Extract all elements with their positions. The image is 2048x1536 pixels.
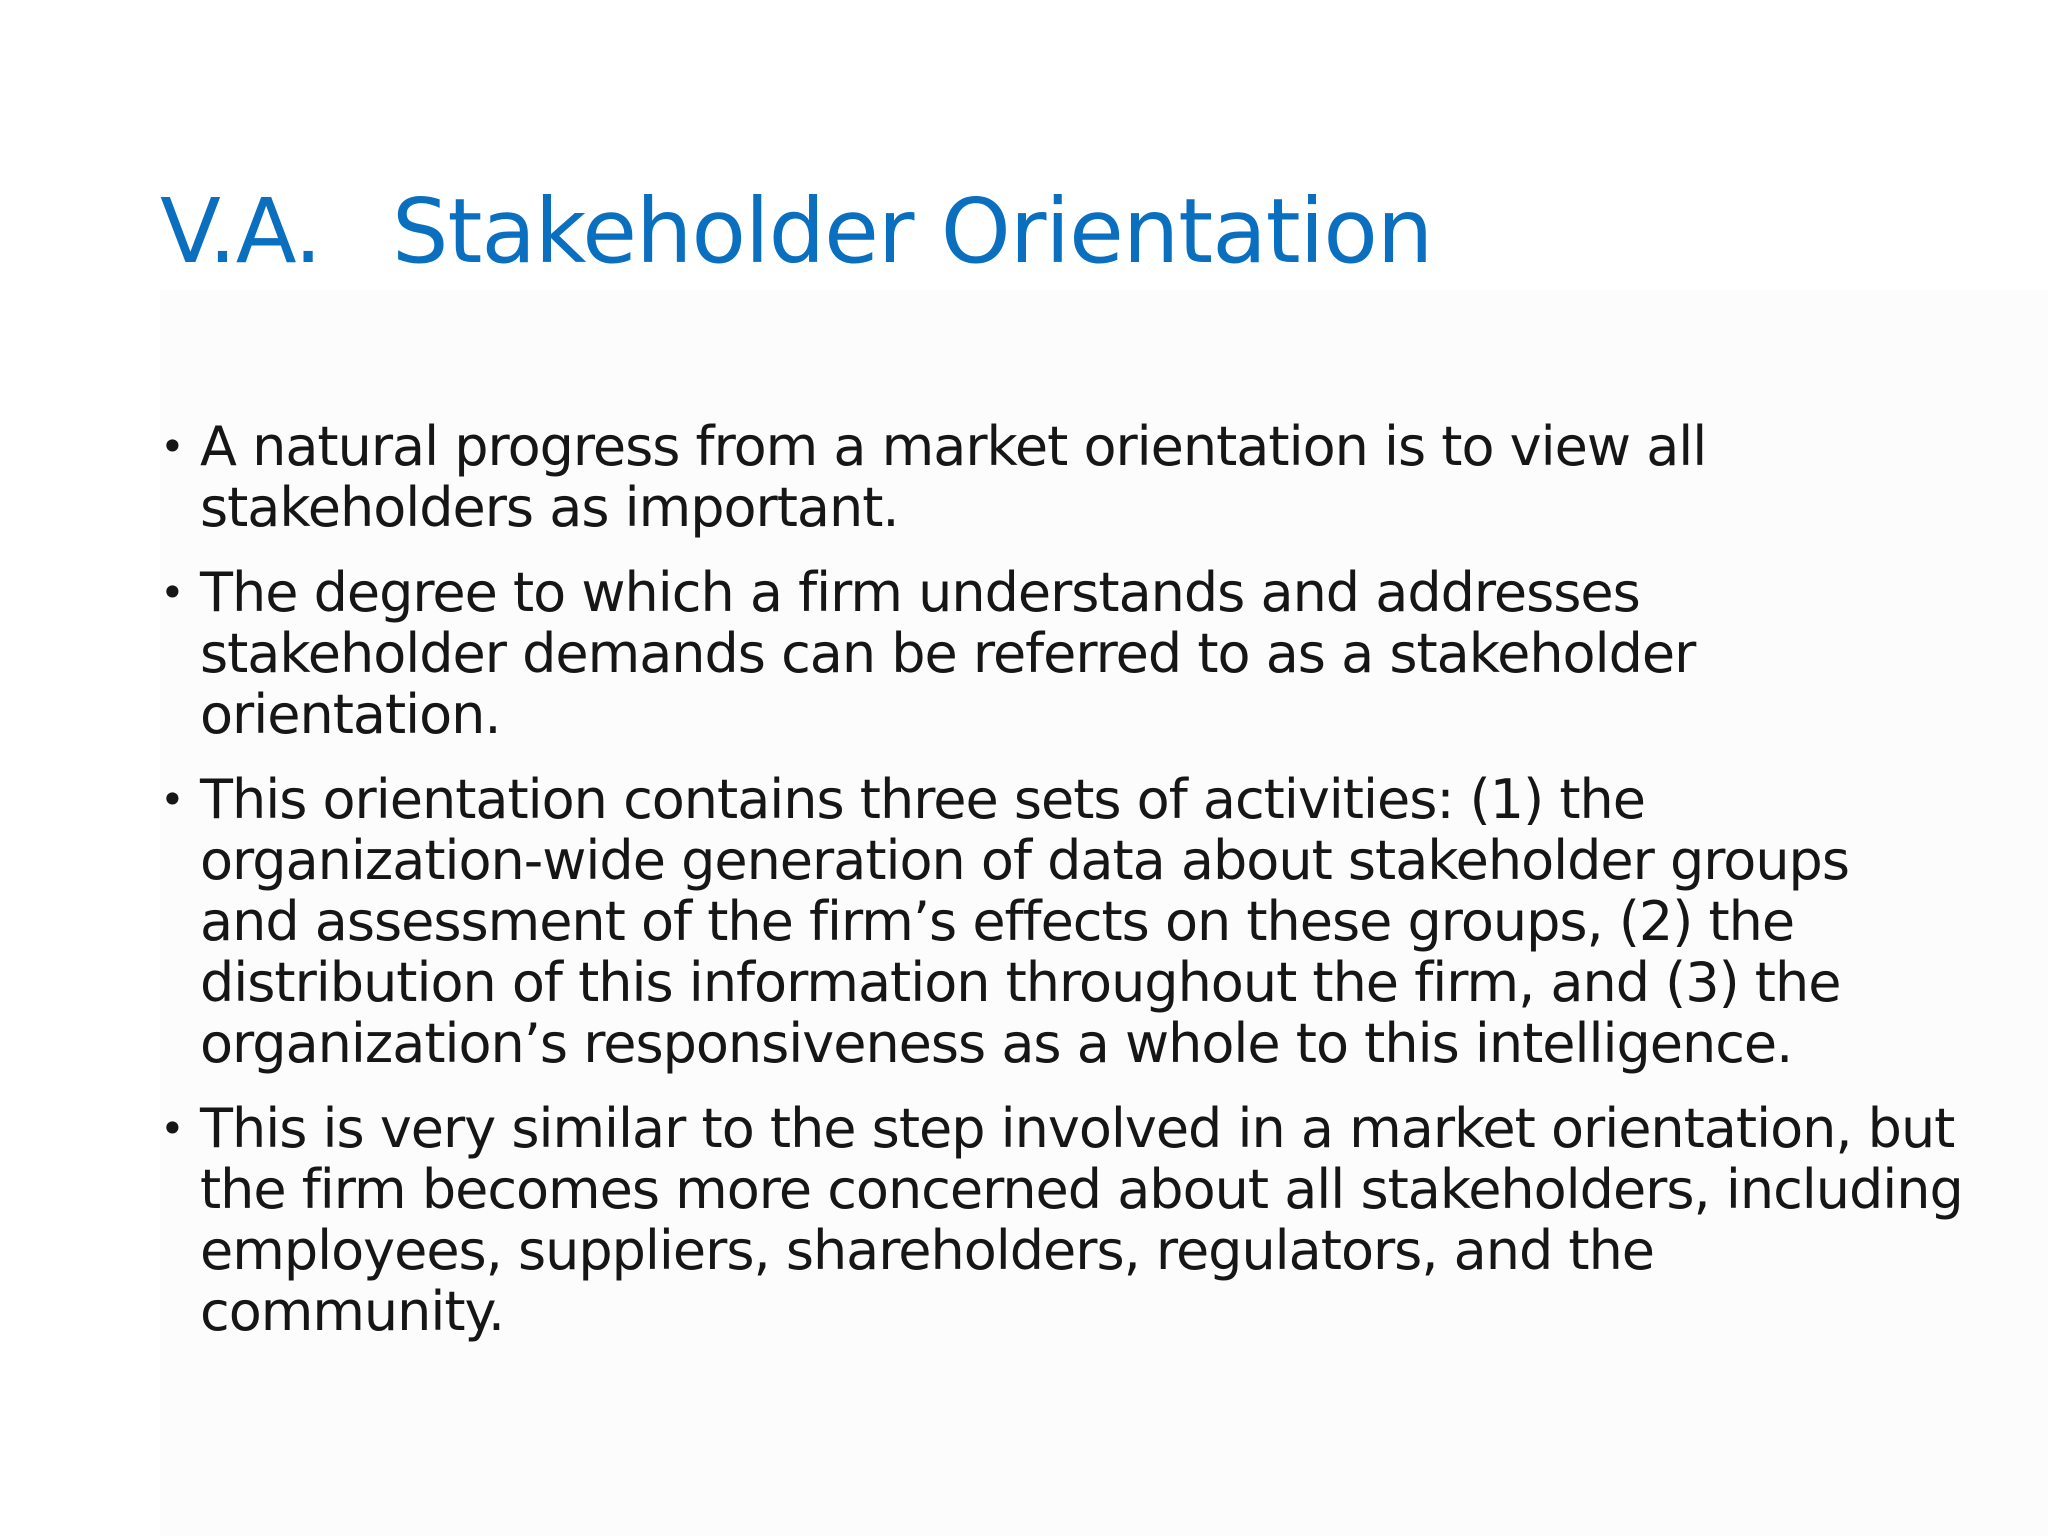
bullet-item (160, 562, 1920, 745)
bullet-line: organization-wide generation of data about stakeholder groups (200, 829, 1849, 892)
bullet-item (160, 1097, 1963, 1343)
bullet-line: organization’s responsiveness as a whole to this intelligence. (200, 1012, 1793, 1075)
bullet-line: employees, suppliers, shareholders, regulators, and the (200, 1219, 1655, 1282)
bullet-line: distribution of this information throughout the firm, and (3) the (200, 951, 1841, 1014)
bullet-line: The degree to which a firm understands and addresses (200, 561, 1640, 624)
slide-title (160, 176, 1432, 286)
bullet-item (160, 769, 1920, 1074)
bullet-glyph: • (160, 775, 184, 824)
bullet-line: This is very similar to the step involved in a market orientation, but (200, 1097, 1955, 1160)
bullet-line: stakeholders as important. (200, 476, 899, 539)
title-text: Stakeholder Orientation (392, 179, 1433, 283)
bullet-line: and assessment of the firm’s effects on these groups, (2) the (200, 890, 1795, 953)
bullet-line: orientation. (200, 683, 501, 746)
bullet-glyph: • (160, 1104, 184, 1153)
bullet-line: A natural progress from a market orientation is to view all (200, 415, 1707, 478)
bullet-list (160, 415, 1963, 1366)
bullet-line: community. (200, 1280, 504, 1343)
bullet-item (160, 416, 1920, 538)
bullet-line: the firm becomes more concerned about all stakeholders, including (200, 1158, 1963, 1221)
title-section-number: V.A. (160, 179, 322, 283)
bullet-line: stakeholder demands can be referred to as a stakeholder (200, 622, 1696, 685)
bullet-glyph: • (160, 568, 184, 617)
bullet-line: This orientation contains three sets of activities: (1) the (200, 768, 1645, 831)
bullet-glyph: • (160, 422, 184, 471)
